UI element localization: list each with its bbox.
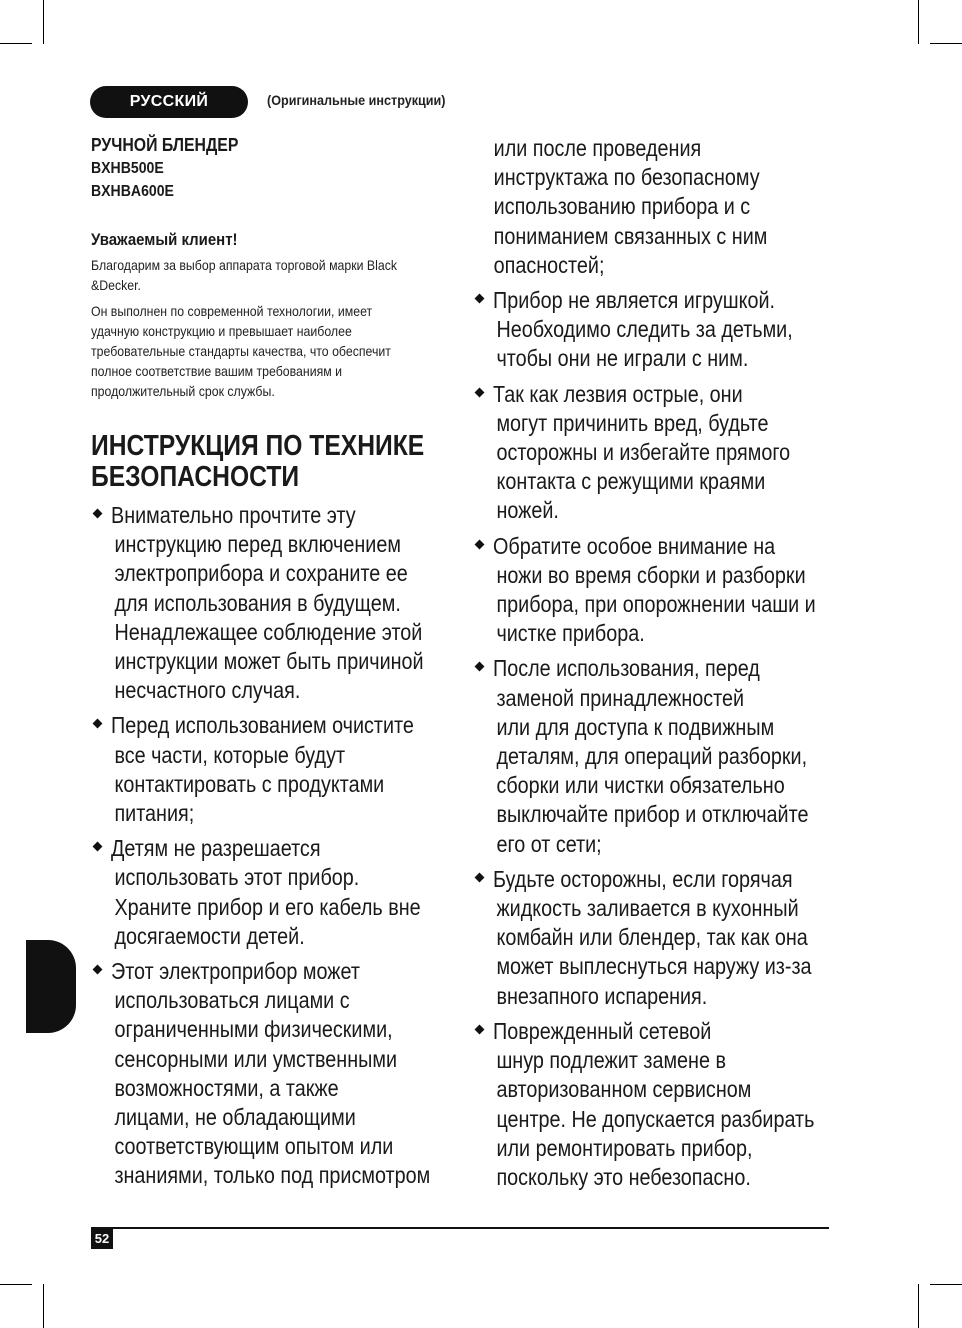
text-line: После использования, перед (493, 655, 760, 682)
text-line: питания; (114, 800, 195, 827)
text-line: авторизованном сервисном (496, 1076, 752, 1103)
section-title (91, 430, 425, 493)
text-line: несчастного случая. (114, 677, 301, 704)
text-line: жидкость заливается в кухонный (496, 895, 799, 922)
crop-mark (930, 43, 962, 44)
text-line: прибора, при опорожнении чаши и (496, 591, 816, 618)
text-line: Так как лезвия острые, они (493, 380, 743, 407)
text-line: или для доступа к подвижным (496, 713, 775, 740)
greeting: Уважаемый клиент! (91, 230, 238, 249)
crop-mark (43, 1284, 44, 1328)
diamond-bullet-icon (93, 965, 103, 975)
model-number: BXHB500E (91, 160, 164, 177)
text-line: Этот электроприбор может (111, 958, 360, 985)
model-number: BXHBA600E (91, 183, 174, 200)
text-line: ножи во время сборки и разборки (496, 561, 806, 588)
continued-item-text (473, 134, 843, 280)
text-line: заменой принадлежностей (496, 684, 745, 711)
diamond-bullet-icon (475, 294, 485, 304)
text-line: сенсорными или умственными (114, 1045, 398, 1072)
text-line: сборки или чистки обязательно (496, 772, 785, 799)
text-line: досягаемости детей. (114, 922, 305, 949)
text-line: осторожны и избегайте прямого (496, 439, 791, 466)
text-line: или ремонтировать прибор, (496, 1134, 753, 1161)
list-item (473, 1017, 843, 1192)
text-line: комбайн или блендер, так как она (496, 924, 808, 951)
list-item (473, 865, 843, 1011)
diamond-bullet-icon (475, 662, 485, 672)
text-line: его от сети; (496, 830, 602, 857)
intro-paragraph (91, 301, 447, 401)
text-line: соответствующим опытом или (114, 1133, 394, 1160)
list-item (91, 711, 447, 828)
text-line: использоваться лицами с (114, 987, 350, 1014)
text-line: использовать этот прибор. (114, 864, 360, 891)
title-line: ИНСТРУКЦИЯ ПО ТЕХНИКЕ (91, 430, 425, 462)
original-instructions-note: (Оригинальные инструкции) (267, 92, 446, 108)
text-line: Он выполнен по современной технологии, имеет (91, 303, 373, 319)
text-line: ножей. (496, 497, 559, 524)
text-line: контакта с режущими краями (496, 468, 766, 495)
text-line: деталям, для операций разборки, (496, 743, 808, 770)
text-line: лицами, не обладающими (114, 1104, 356, 1131)
text-line: или после проведения (493, 135, 702, 161)
text-line: инструкцию перед включением (114, 531, 401, 558)
list-item (473, 532, 843, 649)
text-line: Внимательно прочтите эту (111, 502, 356, 528)
text-line: все части, которые будут (114, 741, 346, 768)
diamond-bullet-icon (475, 1024, 485, 1034)
list-item (91, 501, 447, 705)
text-line: контактировать с продуктами (114, 770, 385, 797)
text-line: выключайте прибор и отключайте (496, 801, 809, 828)
language-badge: РУССКИЙ (90, 86, 248, 118)
text-line: опасностей; (493, 251, 605, 278)
diamond-bullet-icon (475, 387, 485, 397)
text-line: чтобы они не играли с ним. (496, 345, 749, 372)
text-line: может выплеснуться наружу из-за (496, 953, 812, 980)
text-line: знаниями, только под присмотром (114, 1162, 431, 1189)
text-line: для использования в будущем. (114, 589, 401, 616)
text-line: возможностями, а также (114, 1074, 339, 1101)
text-line: Будьте осторожны, если горячая (493, 865, 793, 892)
text-line: Необходимо следить за детьми, (496, 316, 793, 343)
crop-mark (918, 0, 919, 44)
text-line: полное соответствие вашим требованиям и (91, 363, 343, 379)
list-item (91, 834, 447, 951)
crop-mark (0, 1284, 32, 1285)
text-line: электроприбора и сохраните ее (114, 560, 408, 587)
text-line: Поврежденный сетевой (493, 1017, 712, 1044)
page-number: 52 (91, 1229, 113, 1249)
text-line: инструкции может быть причиной (114, 648, 424, 675)
list-item (91, 957, 447, 1191)
left-column (91, 134, 447, 1197)
text-line: чистке прибора. (496, 620, 645, 647)
text-line: Ненадлежащее соблюдение этой (114, 618, 423, 645)
text-line: &Decker. (91, 277, 141, 293)
diamond-bullet-icon (93, 719, 103, 729)
crop-mark (0, 43, 32, 44)
text-line: пониманием связанных с ним (493, 222, 768, 249)
text-line: требовательные стандарты качества, что обеспечит (91, 343, 391, 359)
list-item (473, 380, 843, 526)
list-item (473, 286, 843, 374)
crop-mark (43, 0, 44, 44)
text-line: Детям не разрешается (111, 835, 321, 862)
text-line: поскольку это небезопасно. (496, 1163, 751, 1190)
product-title: РУЧНОЙ БЛЕНДЕР (91, 135, 239, 155)
safety-list-left (91, 501, 447, 1191)
text-line: шнур подлежит замене в (496, 1047, 726, 1074)
crop-mark (930, 1284, 962, 1285)
list-item (473, 654, 843, 858)
language-side-tab (26, 940, 76, 1033)
title-line: БЕЗОПАСНОСТИ (91, 461, 300, 493)
intro-paragraph (91, 255, 447, 295)
crop-mark (918, 1284, 919, 1328)
diamond-bullet-icon (475, 539, 485, 549)
text-line: использованию прибора и с (493, 193, 751, 220)
text-line: внезапного испарения. (496, 982, 708, 1009)
text-line: Перед использованием очистите (111, 712, 414, 739)
text-line: Храните прибор и его кабель вне (114, 893, 421, 920)
text-line: удачную конструкцию и превышает наиболее (91, 323, 352, 339)
text-line: центре. Не допускается разбирать (496, 1105, 815, 1132)
text-line: инструктажа по безопасному (493, 164, 760, 191)
text-line: ограниченными физическими, (114, 1016, 393, 1043)
right-column (473, 134, 843, 1198)
diamond-bullet-icon (93, 842, 103, 852)
footer-divider (91, 1227, 829, 1229)
text-line: могут причинить вред, будьте (496, 409, 769, 436)
text-line: Прибор не является игрушкой. (493, 287, 776, 314)
diamond-bullet-icon (475, 872, 485, 882)
text-line: продолжительный срок службы. (91, 383, 275, 399)
text-line: Благодарим за выбор аппарата торговой марки Black (91, 257, 398, 273)
diamond-bullet-icon (93, 509, 103, 519)
text-line: Обратите особое внимание на (493, 532, 776, 559)
safety-list-right (473, 286, 843, 1192)
